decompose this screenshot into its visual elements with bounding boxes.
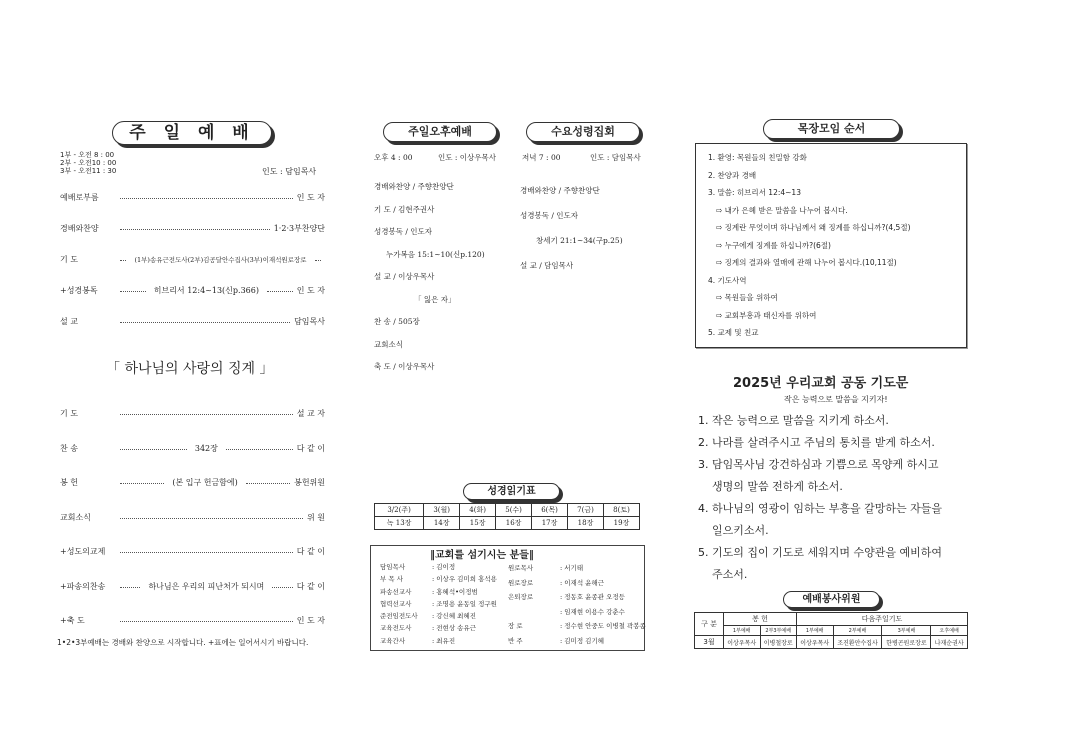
afternoon-item: 경배와찬양 / 주향찬양단 bbox=[374, 182, 454, 191]
order2-row bbox=[60, 615, 325, 626]
leader-dots bbox=[315, 260, 321, 261]
cell-meeting-line: 1. 환영: 목원들의 친밀함 강화 bbox=[708, 153, 807, 162]
prayer-list bbox=[698, 410, 942, 586]
servants-header-offering: 봉 헌 bbox=[724, 613, 797, 626]
cell-meeting-list bbox=[708, 149, 911, 342]
prayer-line: 일으키소서. bbox=[712, 524, 769, 537]
staff-entry: 부 목 사 : 이상우 김미희 홍석용 bbox=[380, 573, 497, 585]
leader-dots bbox=[120, 449, 187, 450]
servants-title: 예배봉사위원 bbox=[783, 591, 880, 608]
cell-meeting-line: 5. 교제 및 친교 bbox=[708, 328, 759, 337]
order2-detail: 하나님은 우리의 피난처가 되시며 bbox=[148, 581, 265, 591]
servant-slot: 1부예배 bbox=[724, 626, 761, 636]
wednesday-leader: 인도 : 담임목사 bbox=[590, 153, 641, 162]
sermon-title: 「 하나님의 사랑의 징계 」 bbox=[106, 361, 274, 377]
leader-dots bbox=[120, 260, 126, 261]
staff-entry: 원로장로 : 이재석 윤해근 bbox=[508, 576, 646, 591]
cell-meeting-title: 목장모임 순서 bbox=[763, 119, 900, 139]
leader-dots bbox=[120, 198, 293, 199]
order2-item: +파송의찬송 bbox=[60, 581, 106, 591]
reading-day: 5(수) bbox=[496, 504, 532, 517]
cell-meeting-line: ⇨ 내가 은혜 받은 말씀을 나누어 봅시다. bbox=[716, 205, 848, 215]
leader-dots bbox=[267, 291, 293, 292]
wednesday-items bbox=[520, 178, 623, 278]
cell-meeting-line: ⇨ 누구에게 징계를 하십니까?(6절) bbox=[716, 240, 831, 250]
staff-name: 임재현 이용수 강춘수 bbox=[564, 607, 625, 616]
servant-name: 조진환안수집사 bbox=[833, 636, 882, 649]
reading-day: 3/2(주) bbox=[375, 504, 424, 517]
order1-person: 인 도 자 bbox=[296, 286, 325, 295]
prayer-line: 주소서. bbox=[712, 568, 748, 581]
staff-role: 준전임전도사 bbox=[380, 612, 418, 621]
afternoon-item: 교회소식 bbox=[374, 339, 403, 349]
worship-note: 1•2•3부예배는 경배와 찬양으로 시작합니다. +표에는 일어서시기 바랍니다. bbox=[57, 638, 309, 647]
reading-chapter: 14장 bbox=[424, 517, 460, 530]
reading-day: 7(금) bbox=[568, 504, 604, 517]
cell-meeting-line: ⇨ 교회부흥과 태신자를 위하여 bbox=[716, 310, 817, 320]
staff-name: 최유진 bbox=[436, 636, 456, 645]
order1-row bbox=[60, 285, 325, 296]
servants-header-prayer: 다음주일기도 bbox=[797, 613, 968, 626]
leader-dots bbox=[246, 483, 290, 484]
order2-item: 교회소식 bbox=[60, 512, 91, 522]
wednesday-service-title: 수요성령집회 bbox=[526, 122, 640, 142]
order2-row bbox=[60, 408, 325, 419]
cell-meeting-line: ⇨ 징계의 결과와 열매에 관해 나누어 봅시다.(10,11절) bbox=[716, 258, 897, 267]
cell-meeting-line: 3. 말씀: 히브리서 12:4~13 bbox=[708, 188, 801, 197]
staff-role: 교육간사 bbox=[380, 636, 406, 645]
servant-slot: 1부예배 bbox=[797, 626, 834, 636]
order1-person: 인 도 자 bbox=[296, 193, 325, 202]
servant-month: 3월 bbox=[695, 636, 724, 649]
order1-row bbox=[60, 192, 325, 203]
leader-dots bbox=[120, 322, 290, 323]
bible-reading-title: 성경읽기표 bbox=[463, 483, 560, 500]
afternoon-item: 찬 송 / 505장 bbox=[374, 317, 420, 326]
wednesday-item: 경배와찬양 / 주향찬양단 bbox=[520, 186, 600, 195]
leader-dots bbox=[120, 552, 293, 553]
prayer-line: 생명의 말씀 전하게 하소서. bbox=[712, 480, 843, 493]
afternoon-item: 「 잃은 자」 bbox=[414, 294, 456, 304]
staff-name: 홍혜석•이정범 bbox=[436, 587, 478, 596]
order2-item: 봉 헌 bbox=[60, 478, 78, 487]
staff-entry: : 임재현 이용수 강춘수 bbox=[560, 607, 625, 616]
staff-role: 부 목 사 bbox=[380, 575, 403, 584]
order2-row bbox=[60, 512, 325, 523]
leader-dots bbox=[120, 587, 140, 588]
service-times: 1부 - 오전 8 : 00 2부 - 오전10 : 00 3부 - 오전11 : 30 bbox=[60, 151, 117, 175]
staff-name: 김이정 bbox=[436, 563, 456, 571]
cell-meeting-line: 4. 기도사역 bbox=[708, 275, 747, 285]
bible-reading-table bbox=[374, 503, 640, 530]
staff-entry: 반 주 : 김미정 김기혜 bbox=[508, 634, 646, 649]
staff-name: 이재석 윤해근 bbox=[564, 578, 605, 587]
reading-day: 4(화) bbox=[460, 504, 496, 517]
reading-chapter: 15장 bbox=[460, 517, 496, 530]
order2-item: 기 도 bbox=[60, 409, 78, 418]
staff-role: 원로장로 bbox=[508, 578, 534, 587]
order2-item: +성도의교제 bbox=[60, 547, 106, 556]
order2-row bbox=[60, 443, 325, 454]
afternoon-item: 성경봉독 / 인도자 bbox=[374, 227, 433, 236]
staff-name: 정동호 윤종관 오정등 bbox=[564, 593, 625, 601]
leader-dots bbox=[120, 518, 303, 519]
servant-name: 한병곤원로장로 bbox=[882, 636, 931, 649]
servant-name: 이상우목사 bbox=[724, 636, 761, 649]
order2-item: +축 도 bbox=[60, 616, 85, 625]
staff-entry: 교육간사 : 최유진 bbox=[380, 635, 497, 647]
order2-person: 다 같 이 bbox=[296, 581, 326, 591]
prayer-line: 5. 기도의 집이 기도로 세워지며 수양관을 예비하여 bbox=[698, 546, 942, 559]
order1-detail: 히브리서 12:4~13(신p.366) bbox=[153, 286, 259, 295]
order2-person: 인 도 자 bbox=[296, 616, 325, 625]
reading-chapter: 16장 bbox=[496, 517, 532, 530]
servant-name: 이병철장로 bbox=[760, 636, 797, 649]
staff-entry: 파송선교사 : 홍혜석•이정범 bbox=[380, 586, 497, 598]
cell-meeting-line: ⇨ 목원들을 위하여 bbox=[716, 293, 778, 302]
order1-item: +성경봉독 bbox=[60, 286, 98, 295]
servant-slot: 3부예배 bbox=[882, 626, 931, 636]
order1-item: 예배로부름 bbox=[60, 193, 99, 202]
service-leader: 인도 : 담임목사 bbox=[262, 167, 317, 176]
wednesday-time: 저녁 7 : 00 bbox=[522, 153, 561, 162]
afternoon-time: 오후 4 : 00 bbox=[374, 153, 413, 162]
leader-dots bbox=[120, 291, 146, 292]
wednesday-item: 창세기 21:1~34(구p.25) bbox=[536, 236, 623, 245]
staff-name: 서기태 bbox=[564, 564, 584, 572]
order2-row bbox=[60, 477, 325, 488]
servant-slot: 2부3부예배 bbox=[760, 626, 797, 636]
order2-person: 다 같 이 bbox=[296, 443, 325, 453]
order2-person: 설 교 자 bbox=[296, 409, 325, 418]
staff-entry: 담임목사 : 김이정 bbox=[380, 561, 497, 573]
afternoon-leader: 인도 : 이상우목사 bbox=[438, 153, 497, 162]
staff-left-list bbox=[380, 561, 497, 647]
afternoon-items bbox=[374, 176, 485, 379]
prayer-line: 2. 나라를 살려주시고 주님의 통치를 받게 하소서. bbox=[698, 436, 935, 449]
order1-item: 설 교 bbox=[60, 317, 78, 326]
staff-name: 이상우 김미희 홍석용 bbox=[436, 575, 497, 584]
order1-person: 1·2·3부찬양단 bbox=[273, 224, 325, 233]
order2-person: 위 원 bbox=[307, 512, 325, 522]
order1-row bbox=[60, 223, 325, 234]
staff-name: 김미정 김기혜 bbox=[564, 636, 605, 645]
afternoon-item: 축 도 / 이상우목사 bbox=[374, 362, 435, 371]
staff-title: ‖교회를 섬기시는 분들‖ bbox=[430, 550, 534, 561]
servant-slot: 2부예배 bbox=[833, 626, 882, 636]
order2-detail: (본 입구 헌금함에) bbox=[172, 478, 238, 487]
order2-row bbox=[60, 546, 325, 557]
order1-row bbox=[60, 254, 325, 265]
order2-person: 봉헌위원 bbox=[294, 478, 326, 487]
leader-dots bbox=[272, 587, 292, 588]
staff-role: 은퇴장로 bbox=[508, 593, 534, 601]
servant-name: 나재순권사 bbox=[931, 636, 968, 649]
reading-day: 8(토) bbox=[603, 504, 639, 517]
staff-role: 교육전도사 bbox=[380, 624, 412, 633]
order1-person: 담임목사 bbox=[294, 317, 325, 326]
leader-dots bbox=[120, 483, 164, 484]
staff-entry: 협력선교사 : 조명용 윤동일 정구원 bbox=[380, 598, 497, 610]
leader-dots bbox=[120, 414, 293, 415]
wednesday-item: 성경봉독 / 인도자 bbox=[520, 211, 579, 220]
wednesday-item: 설 교 / 담임목사 bbox=[520, 261, 574, 270]
staff-name: 조명용 윤동일 정구원 bbox=[436, 599, 497, 608]
order1-item: 기 도 bbox=[60, 255, 78, 264]
servants-table bbox=[694, 612, 968, 649]
staff-entry: 원로목사 : 서기태 bbox=[508, 561, 646, 576]
staff-name: 전현상 송유근 bbox=[436, 624, 477, 633]
leader-dots bbox=[120, 229, 270, 230]
staff-role: 담임목사 bbox=[380, 563, 406, 571]
servant-name: 이상우목사 bbox=[797, 636, 834, 649]
order2-person: 다 같 이 bbox=[296, 547, 325, 556]
afternoon-item: 기 도 / 김현주권사 bbox=[374, 204, 435, 214]
staff-name: 강신혜 최혜진 bbox=[436, 612, 477, 621]
staff-name: 정수현 안중도 이병철 곽봉종 bbox=[564, 622, 646, 630]
cell-meeting-line: 2. 찬양과 경배 bbox=[708, 170, 757, 180]
reading-chapter: 19장 bbox=[603, 517, 639, 530]
order2-item: 찬 송 bbox=[60, 443, 78, 453]
prayer-title: 2025년 우리교회 공동 기도문 bbox=[733, 376, 909, 391]
sunday-worship-title: 주 일 예 배 bbox=[112, 121, 272, 145]
servant-slot: 오후예배 bbox=[931, 626, 968, 636]
staff-role: 협력선교사 bbox=[380, 599, 412, 608]
order2-detail: 342장 bbox=[194, 443, 218, 453]
afternoon-item: 누가복음 15:1~10(신p.120) bbox=[386, 249, 485, 259]
prayer-subtitle: 작은 능력으로 말씀을 지키자! bbox=[784, 395, 888, 404]
staff-role: 파송선교사 bbox=[380, 587, 412, 596]
staff-role: 장 로 bbox=[508, 622, 523, 630]
afternoon-worship-title: 주일오후예배 bbox=[383, 122, 497, 142]
prayer-line: 1. 작은 능력으로 말씀을 지키게 하소서. bbox=[698, 414, 889, 427]
staff-role: 원로목사 bbox=[508, 564, 534, 572]
order2-row bbox=[60, 581, 325, 592]
staff-role: 반 주 bbox=[508, 636, 523, 645]
staff-entry: 교육전도사 : 전현상 송유근 bbox=[380, 622, 497, 634]
staff-entry: 준전임전도사 : 강신혜 최혜진 bbox=[380, 610, 497, 622]
reading-chapter: 18장 bbox=[568, 517, 604, 530]
servants-header-gubun: 구 분 bbox=[695, 613, 724, 636]
reading-day: 3(월) bbox=[424, 504, 460, 517]
staff-entry: 은퇴장로 : 정동호 윤종관 오정등 bbox=[508, 590, 646, 605]
prayer-line: 4. 하나님의 영광이 임하는 부흥을 갈망하는 자들을 bbox=[698, 502, 942, 515]
afternoon-item: 설 교 / 이상우목사 bbox=[374, 272, 435, 281]
staff-entry: 장 로 : 정수현 안중도 이병철 곽봉종 bbox=[508, 619, 646, 634]
staff-right-list bbox=[508, 561, 646, 648]
order1-item: 경배와찬양 bbox=[60, 224, 99, 233]
leader-dots bbox=[226, 449, 293, 450]
reading-day: 6(목) bbox=[532, 504, 568, 517]
cell-meeting-line: ⇨ 징계란 무엇이며 하나님께서 왜 징계를 하십니까?(4,5절) bbox=[716, 223, 911, 232]
reading-chapter: 녹 13장 bbox=[375, 517, 424, 530]
order1-row bbox=[60, 316, 325, 327]
order1-detail: (1부)송유근전도사(2부)김공달안수집사(3부)이재석원로장로 bbox=[134, 256, 307, 264]
prayer-line: 3. 담임목사님 강건하심과 기쁨으로 목양케 하시고 bbox=[698, 458, 939, 471]
leader-dots bbox=[120, 621, 293, 622]
reading-chapter: 17장 bbox=[532, 517, 568, 530]
